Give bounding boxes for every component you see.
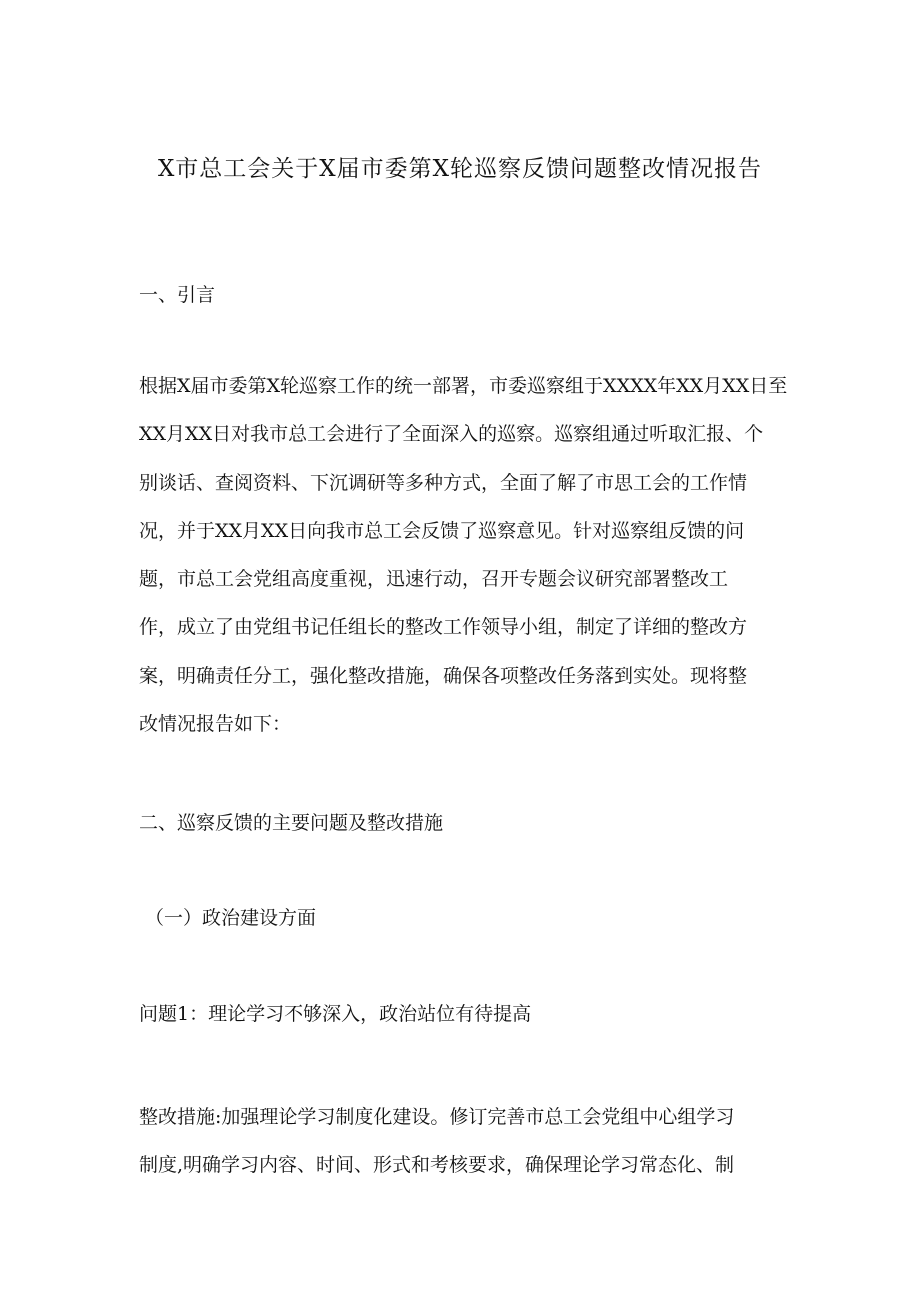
paragraph-line: XX月XX日对我市总工会进行了全面深入的巡察。巡察组通过听取汇报、个 [139,423,764,446]
paragraph-line: 别谈话、查阅资料、下沉调研等多种方式，全面了解了市思工会的工作情 [139,471,748,494]
paragraph-line: 制度,明确学习内容、时间、形式和考核要求，确保理论学习常态化、制 [139,1154,735,1177]
paragraph-line: 整改措施:加强理论学习制度化建设。修订完善市总工会党组中心组学习 [139,1106,735,1128]
introduction-paragraph [139,362,789,748]
document-title: X市总工会关于X届市委第X轮巡察反馈问题整改情况报告 [157,156,763,182]
paragraph-line: 案，明确责任分工，强化整改措施，确保各项整改任务落到实处。现将整 [139,664,748,687]
problem-statement: 问题1：理论学习不够深入，政治站位有待提高 [139,1003,532,1025]
paragraph-line: 作，成立了由党组书记任组长的整改工作领导小组，制定了详细的整改方 [139,616,748,639]
section-heading-problems: 二、巡察反馈的主要问题及整改措施 [139,812,444,834]
paragraph-line: 题，市总工会党组高度重视，迅速行动，召开专题会议研究部署整改工 [139,568,729,591]
section-heading-introduction: 一、引言 [139,284,216,306]
subsection-heading-political: （一）政治建设方面 [145,907,317,929]
measures-paragraph [139,1093,789,1190]
paragraph-line: 根据X届市委第X轮巡察工作的统一部署，市委巡察组于XXXX年XX月XX日至 [139,375,788,397]
paragraph-line: 改情况报告如下： [139,713,292,736]
paragraph-line: 况，并于XX月XX日向我市总工会反馈了巡察意见。针对巡察组反馈的问 [139,519,745,542]
